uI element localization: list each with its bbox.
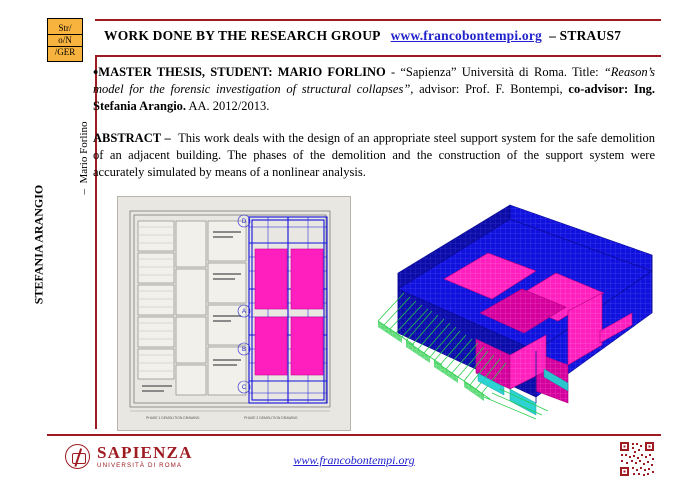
author-second-label: Mario Forlino (78, 121, 90, 184)
footer-link[interactable]: www.francobontempi.org (293, 453, 415, 467)
thesis-title: “Reason’s model for the forensic investigation of structural collapses” (93, 65, 655, 96)
abstract-label: ABSTRACT – (93, 131, 171, 145)
page-title (104, 28, 654, 44)
bullet-icon: • (93, 65, 99, 82)
header-rule-top (95, 19, 661, 21)
svg-text:PHASE 2 DEMOLITION DRAWING: PHASE 2 DEMOLITION DRAWING (244, 416, 298, 420)
page-title-suffix: – STRAUS7 (549, 28, 622, 43)
page-title-prefix: WORK DONE BY THE RESEARCH GROUP (104, 28, 380, 43)
author-name-vertical: STEFANIA ARANGIO (31, 184, 46, 305)
footer (47, 436, 661, 486)
thesis-advisor: , advisor: Prof. F. Bontempi, (410, 82, 563, 96)
author-second-vertical (78, 78, 90, 238)
thesis-coadvisor: co-advisor: Ing. Stefania Arangio. (93, 82, 656, 113)
thesis-year: AA. 2012/2013. (188, 99, 270, 113)
abstract-paragraph (93, 130, 655, 181)
logo-line-1: Str/ (58, 22, 72, 33)
straus7-logo (47, 18, 83, 62)
logo-line-2: o/N (48, 34, 82, 47)
figure-3d-model (360, 193, 660, 431)
thesis-dash: - (390, 65, 396, 79)
university-name: SAPIENZA (97, 443, 193, 462)
footer-link-wrap (47, 453, 661, 468)
fem-model-drawing (360, 193, 660, 431)
header-link[interactable]: www.francobontempi.org (390, 28, 542, 43)
abstract-text: This work deals with the design of an appropriate steel support system for the safe demolition of an adjacent building. The phases of the demolition and the construction of the support system were accurately simulated by means of a nonlinear analysis. (93, 131, 655, 179)
qr-code-icon (619, 441, 655, 477)
header-rule-bottom (95, 55, 661, 57)
marker-d: D (241, 219, 247, 225)
university-subtitle: UNIVERSITÀ DI ROMA (97, 462, 183, 469)
marker-a: A (241, 309, 247, 315)
thesis-paragraph (93, 64, 655, 115)
svg-text:PHASE 1 DEMOLITION DRAWING: PHASE 1 DEMOLITION DRAWING (146, 416, 200, 420)
marker-b: B (241, 347, 247, 353)
logo-line-3: /GER (54, 46, 76, 57)
author-separator: – (78, 189, 90, 195)
demolition-plan-drawing (118, 197, 350, 430)
thesis-affiliation: “Sapienza” Università di Roma. Title: (400, 65, 599, 79)
thesis-label: MASTER THESIS, STUDENT: MARIO FORLINO (98, 65, 386, 79)
marker-c: C (241, 385, 247, 391)
figure-demolition-plan (117, 196, 351, 431)
